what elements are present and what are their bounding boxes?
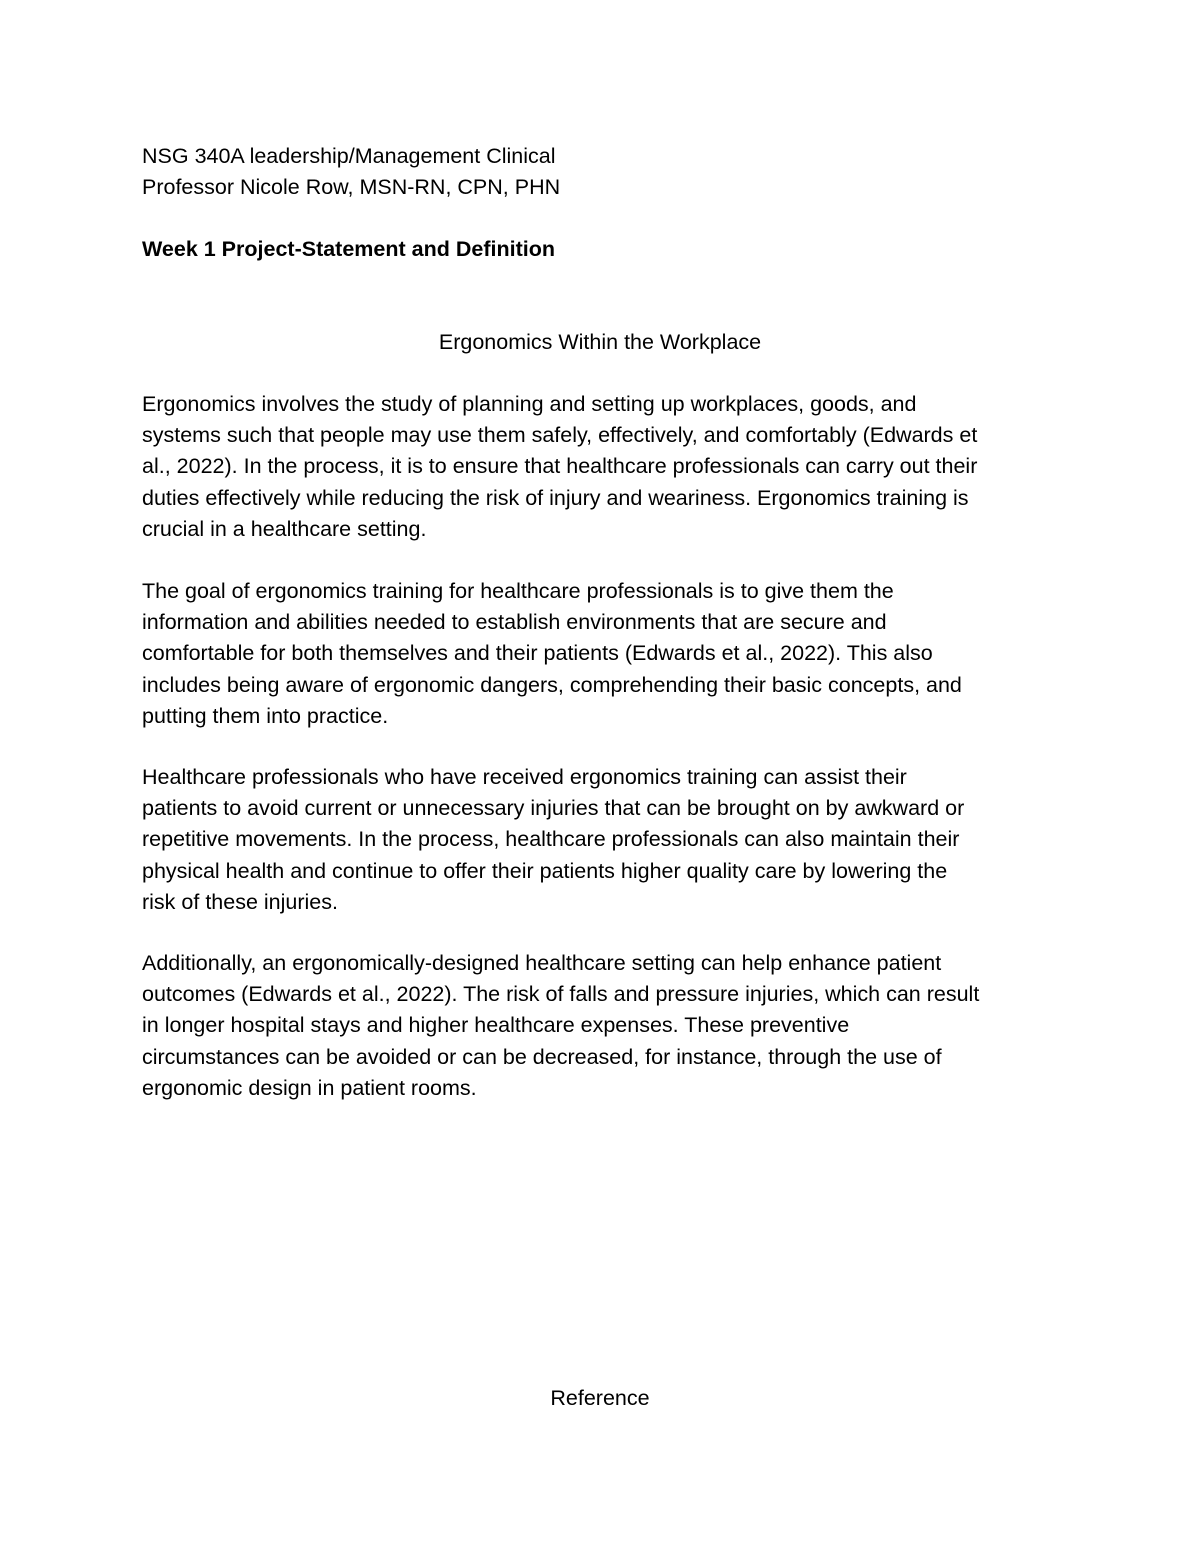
- paragraph-line: outcomes (Edwards et al., 2022). The risk of falls and pressure injuries, which can result: [142, 982, 980, 1007]
- paragraph-line: comfortable for both themselves and their patients (Edwards et al., 2022). This also: [142, 641, 933, 666]
- paragraph-line: systems such that people may use them safely, effectively, and comfortably (Edwards et: [142, 423, 978, 448]
- paragraph-line: The goal of ergonomics training for healthcare professionals is to give them the: [142, 579, 894, 603]
- paragraph-line: Ergonomics involves the study of planning and setting up workplaces, goods, and: [142, 392, 917, 416]
- paragraph-line: physical health and continue to offer their patients higher quality care by lowering the: [142, 858, 948, 883]
- paragraph-line: patients to avoid current or unnecessary injuries that can be brought on by awkward or: [142, 796, 965, 821]
- paragraph-line: risk of these injuries.: [142, 889, 338, 914]
- essay-title: Ergonomics Within the Workplace: [438, 330, 762, 354]
- paragraph-line: crucial in a healthcare setting.: [142, 516, 427, 541]
- paragraph-line: circumstances can be avoided or can be decreased, for instance, through the use of: [142, 1044, 942, 1069]
- paragraph-line: Additionally, an ergonomically-designed healthcare setting can help enhance patient: [142, 951, 942, 975]
- paragraph-2: [142, 576, 1072, 732]
- paragraph-line: putting them into practice.: [142, 703, 389, 728]
- paragraph-1: [142, 389, 1072, 545]
- assignment-title: Week 1 Project-Statement and Definition: [142, 237, 555, 261]
- paragraph-line: ergonomic design in patient rooms.: [142, 1075, 477, 1100]
- paragraph-line: information and abilities needed to establish environments that are secure and: [142, 610, 887, 635]
- paragraph-line: Healthcare professionals who have received ergonomics training can assist their: [142, 765, 907, 789]
- reference-heading: Reference: [550, 1386, 650, 1410]
- professor-line: Professor Nicole Row, MSN-RN, CPN, PHN: [142, 175, 561, 199]
- course-line: NSG 340A leadership/Management Clinical: [142, 144, 556, 168]
- paragraph-line: repetitive movements. In the process, healthcare professionals can also maintain their: [142, 827, 960, 852]
- paragraph-3: [142, 762, 1072, 918]
- paragraph-line: al., 2022). In the process, it is to ensure that healthcare professionals can carry out their: [142, 454, 978, 479]
- paragraph-line: in longer hospital stays and higher healthcare expenses. These preventive: [142, 1013, 850, 1038]
- paragraph-line: duties effectively while reducing the risk of injury and weariness. Ergonomics training is: [142, 485, 969, 510]
- paragraph-line: includes being aware of ergonomic dangers, comprehending their basic concepts, and: [142, 672, 962, 697]
- paragraph-4: [142, 948, 1072, 1104]
